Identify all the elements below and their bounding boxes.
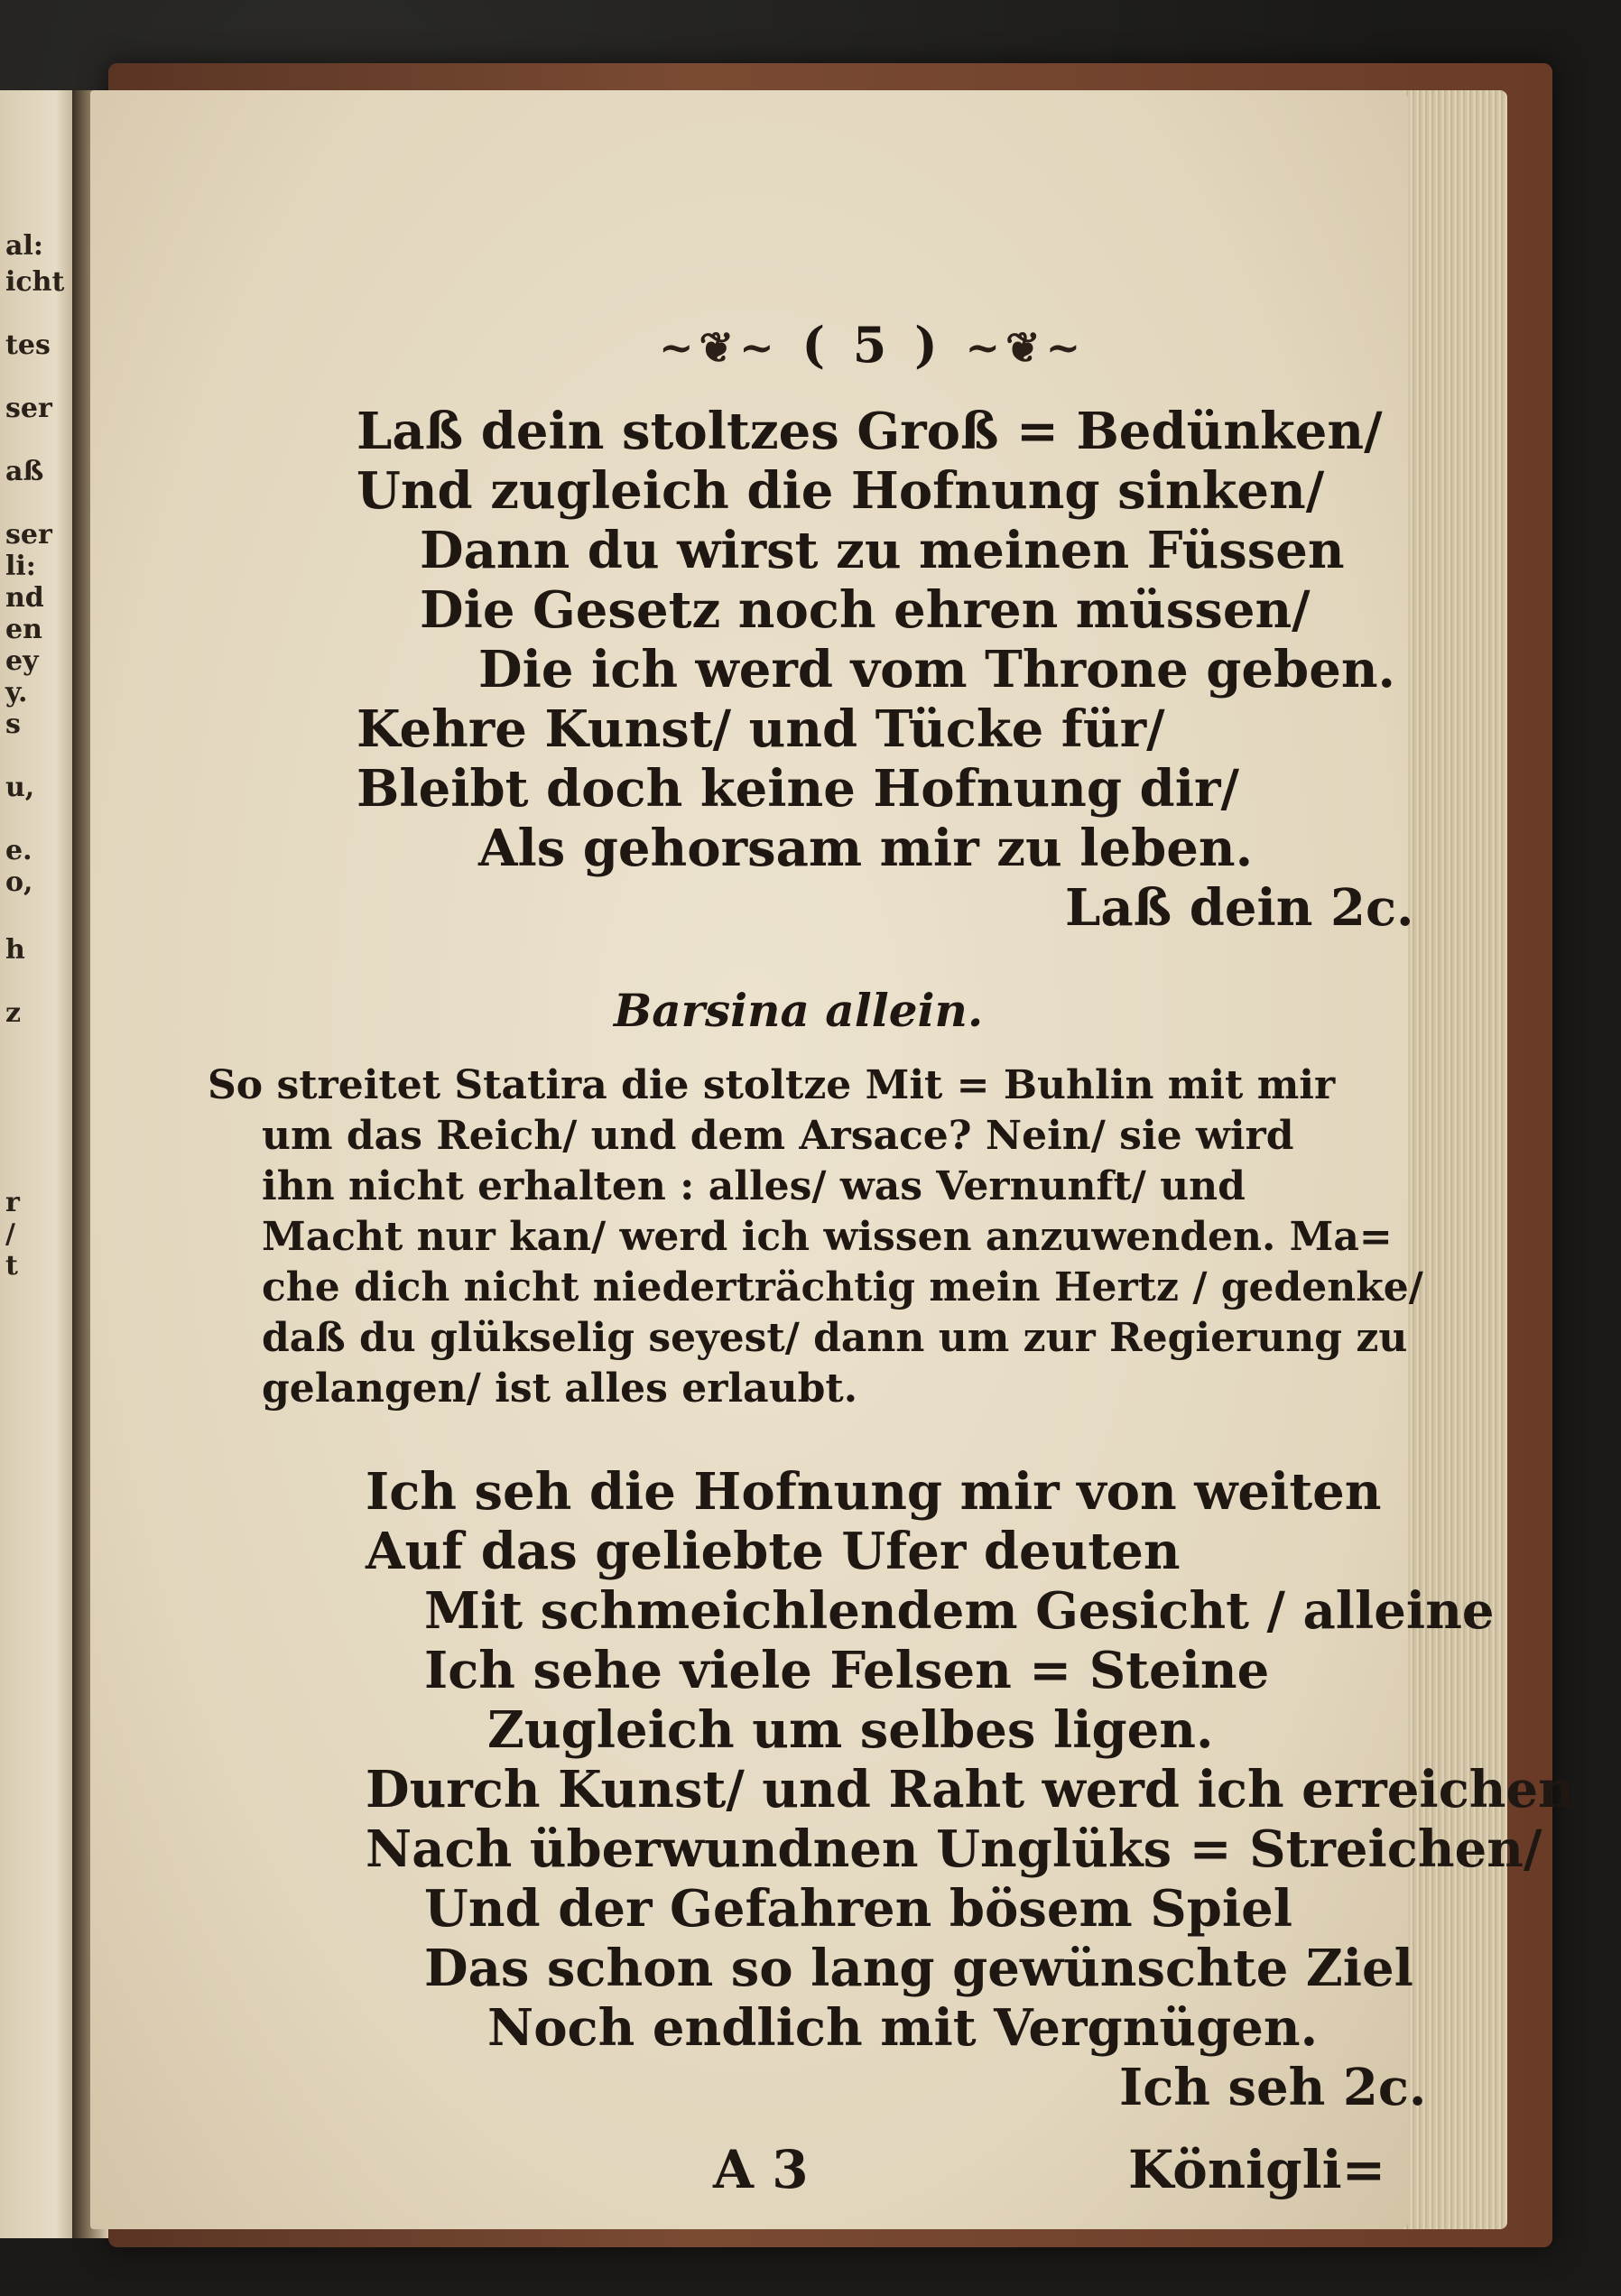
aria2-repeat: Ich seh 2c. [1119,2058,1427,2117]
book-page [90,90,1575,2229]
aria1-line: Die ich werd vom Throne geben. [478,640,1396,699]
aria2-line: Durch Kunst/ und Raht werd ich erreichen [366,1760,1575,1819]
recitative-line: gelangen/ ist alles erlaubt. [262,1366,858,1412]
margin-fragment: aß [5,456,44,487]
margin-fragment: icht [5,266,65,298]
left-facing-page [0,90,79,2238]
margin-fragment: h [5,934,25,966]
margin-fragment: li: [5,551,36,582]
aria1-line: Die Gesetz noch ehren müssen/ [420,580,1311,640]
aria2-line: Ich sehe viele Felsen = Steine [424,1641,1270,1700]
margin-fragment: tes [5,329,51,361]
recitative-line: So streitet Statira die stoltze Mit = Buhlin mit mir [208,1062,1336,1108]
recitative-line: che dich nicht niederträchtig mein Hertz / gedenke/ [262,1264,1423,1310]
aria2-line: Und der Gefahren bösem Spiel [424,1879,1293,1939]
margin-fragment: ser [5,519,52,551]
margin-fragment: nd [5,582,44,614]
margin-fragment: en [5,614,42,645]
aria1-line: Und zugleich die Hofnung sinken/ [357,461,1325,521]
aria2-line: Das schon so lang gewünschte Ziel [424,1939,1413,1998]
margin-fragment: r [5,1187,20,1218]
margin-fragment: t [5,1250,18,1282]
margin-fragment: ey [5,645,39,677]
aria1-line: Kehre Kunst/ und Tücke für/ [357,699,1165,759]
margin-fragment: u, [5,772,35,803]
ornament-right-icon: ~❦~ [965,323,1087,372]
aria1-line: Laß dein stoltzes Groß = Bedünken/ [357,402,1383,461]
catchword: Königli= [1128,2139,1386,2200]
aria1-line: Als gehorsam mir zu leben. [478,819,1254,878]
stage-direction: Barsina allein. [614,984,984,1037]
aria1-repeat: Laß dein 2c. [1065,878,1414,938]
recitative-line: ihn nicht erhalten : alles/ was Vernunft/ und [262,1163,1246,1209]
margin-fragment: o, [5,866,33,898]
recitative-line: um das Reich/ und dem Arsace? Nein/ sie wird [262,1113,1294,1159]
signature-mark: A 3 [713,2139,809,2200]
ornament-left-icon: ~❦~ [659,323,780,372]
margin-fragment: / [5,1218,15,1250]
margin-fragment: ser [5,393,52,424]
aria2-line: Nach überwundnen Unglüks = Streichen/ [366,1819,1542,1879]
page-header [659,316,1086,374]
aria2-line: Auf das geliebte Ufer deuten [366,1522,1181,1581]
margin-fragment: s [5,708,21,740]
aria2-line: Ich seh die Hofnung mir von weiten [366,1462,1382,1522]
page-number: ( 5 ) [801,316,943,374]
recitative-line: daß du glükselig seyest/ dann um zur Regierung zu [262,1315,1408,1361]
aria1-line: Bleibt doch keine Hofnung dir/ [357,759,1239,819]
margin-fragment: z [5,997,22,1029]
aria2-line: Zugleich um selbes ligen. [487,1700,1214,1760]
margin-fragment: al: [5,230,43,262]
margin-fragment: e. [5,835,32,866]
aria2-line: Noch endlich mit Vergnügen. [487,1998,1319,2058]
margin-fragment: y. [5,677,28,708]
aria2-line: Mit schmeichlendem Gesicht / alleine [424,1581,1495,1641]
recitative-line: Macht nur kan/ werd ich wissen anzuwenden. Ma= [262,1214,1393,1260]
aria1-line: Dann du wirst zu meinen Füssen [420,521,1345,580]
